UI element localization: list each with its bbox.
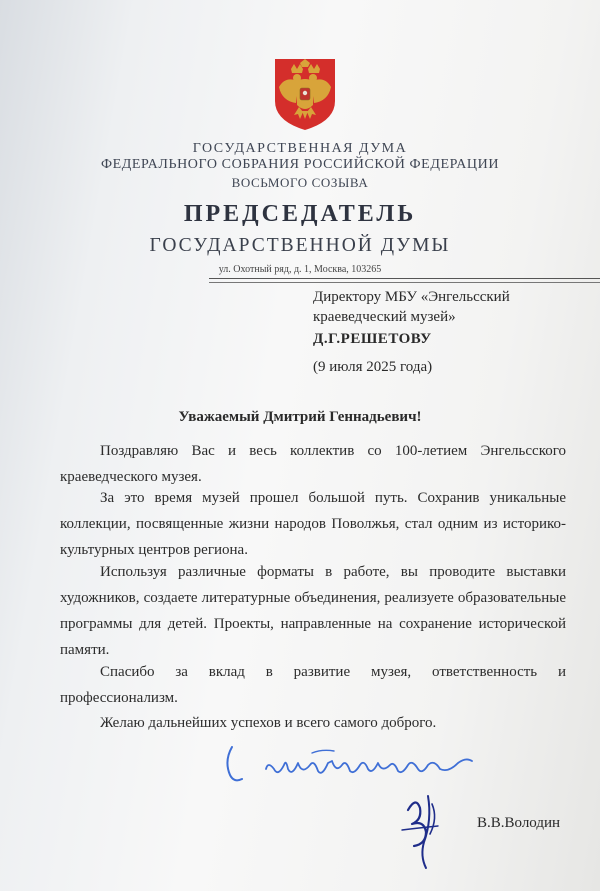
recipient-line-2: краеведческий музей»	[313, 309, 456, 325]
paragraph-2: За это время музей прошел большой путь. Сохранив уникальные коллекции, посвященные жизни народов Поволжья, стал одним из историко-культурных центров региона.	[60, 490, 566, 558]
recipient-name: Д.Г.РЕШЕТОВУ	[313, 331, 432, 347]
divider-line	[209, 278, 600, 279]
recipient-line-1: Директору МБУ «Энгельсский	[313, 289, 510, 305]
header-line-2: ФЕДЕРАЛЬНОГО СОБРАНИЯ РОССИЙСКОЙ ФЕДЕРАЦИИ	[100, 157, 500, 172]
title-main: ПРЕДСЕДАТЕЛЬ	[183, 201, 417, 227]
paragraph-3: Используя различные форматы в работе, вы проводите выставки художников, создаете литературные объединения, реализуете образовательные программы для детей. Проекты, направленные на сохранение исторической памяти.	[60, 564, 566, 658]
header-line-3: ВОСЬМОГО СОЗЫВА	[231, 175, 369, 190]
address: ул. Охотный ряд, д. 1, Москва, 103265	[218, 264, 382, 275]
paragraph-4: Спасибо за вклад в развитие музея, ответственность и профессионализм.	[60, 664, 566, 706]
header-line-1: ГОСУДАРСТВЕННАЯ ДУМА	[192, 141, 408, 156]
letter-date: (9 июля 2025 года)	[313, 359, 433, 375]
paragraph-5: Желаю дальнейших успехов и всего самого доброго.	[100, 715, 437, 731]
signature-icon	[398, 790, 446, 872]
greeting: Уважаемый Дмитрий Геннадьевич!	[178, 409, 422, 425]
handwritten-closing	[222, 739, 474, 791]
signer-name: В.В.Володин	[477, 815, 561, 831]
paragraph-1: Поздравляю Вас и весь коллектив со 100-летием Энгельсского краеведческого музея.	[60, 443, 566, 485]
coat-of-arms-icon	[272, 57, 338, 132]
divider-line-thin	[209, 282, 600, 283]
title-sub: ГОСУДАРСТВЕННОЙ ДУМЫ	[149, 235, 451, 256]
